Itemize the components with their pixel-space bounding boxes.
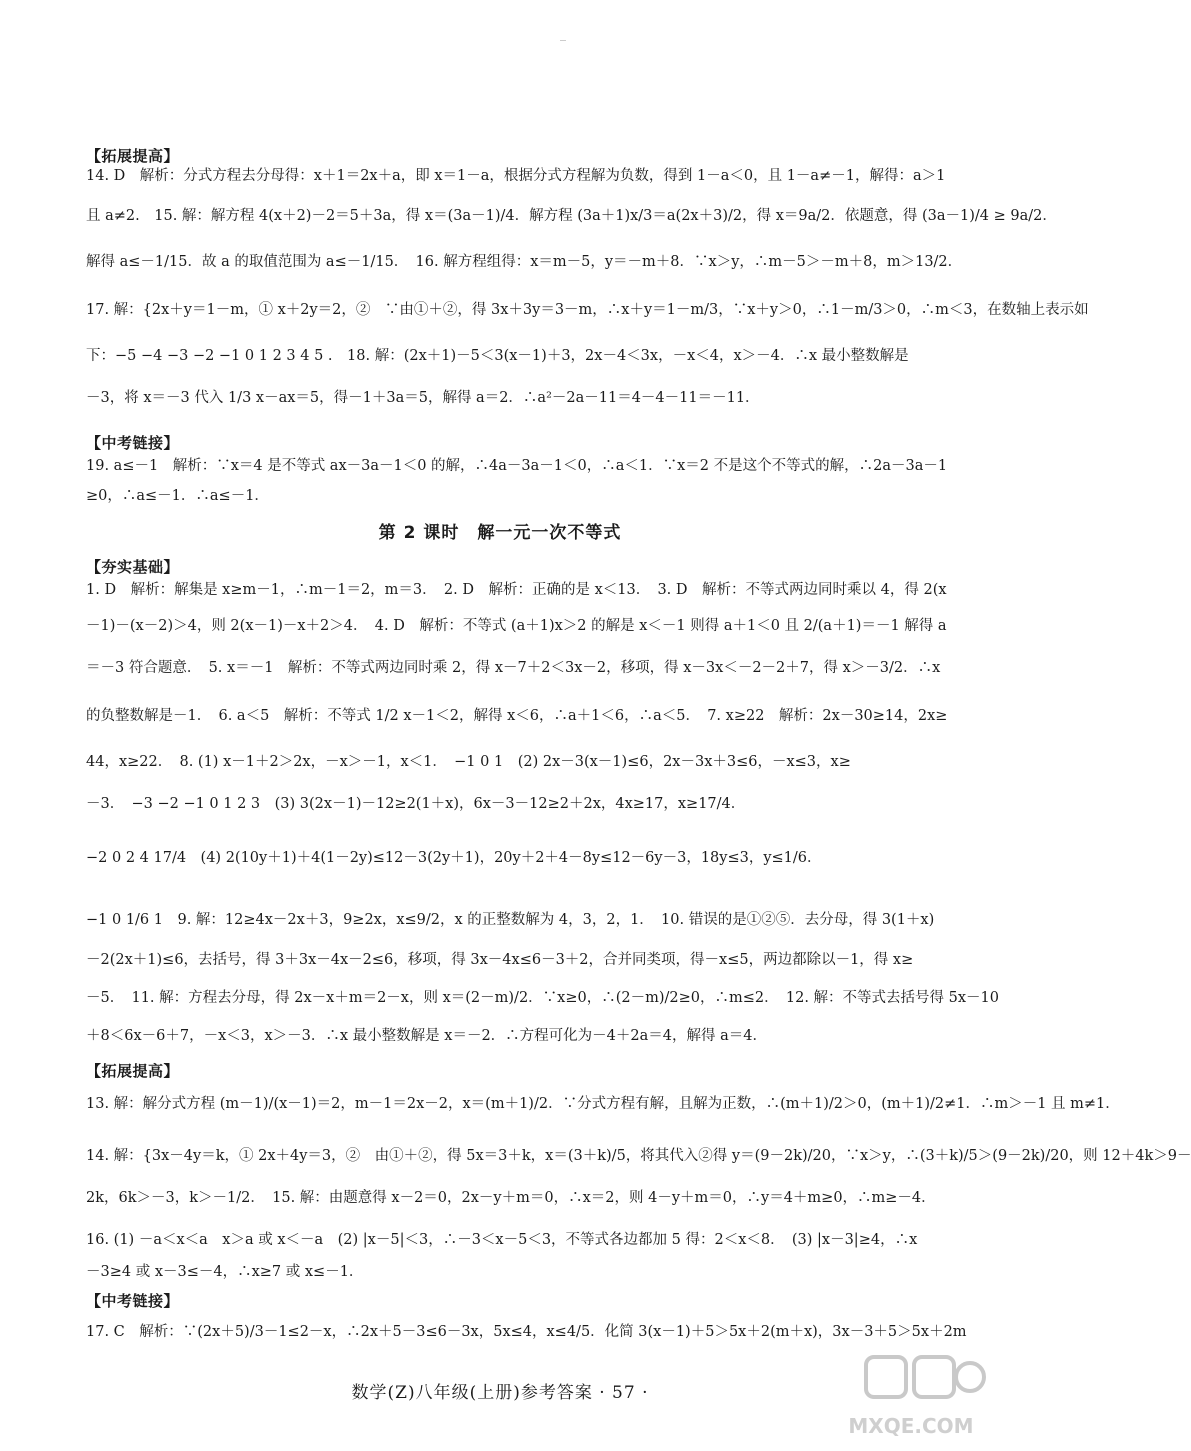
answer-line: 且 a≠2. 15. 解：解方程 4(x＋2)－2＝5＋3a，得 x＝(3a－1)/4．解方程 (3a＋1)x/3＝a(2x＋3)/2，得 x＝9a/2．依题意，得 (3a－1)/4 ≥ 9a/2． <box>86 208 1057 224</box>
answer-line: －2(2x＋1)≤6，去括号，得 3＋3x－4x－2≤6，移项，得 3x－4x≤6－3＋2，合并同类项，得－x≤5，两边都除以－1，得 x≥ <box>86 952 914 968</box>
answer-line: －5． 11. 解：方程去分母，得 2x－x＋m＝2－x，则 x＝(2－m)/2．∵x≥0，∴(2－m)/2≥0，∴m≤2． 12. 解：不等式去括号得 5x－10 <box>86 990 1000 1006</box>
section-heading-extension-2: 【拓展提高】 <box>86 1062 180 1080</box>
answer-line: －3≥4 或 x－3≤－4，∴x≥7 或 x≤－1． <box>86 1264 364 1280</box>
answer-line: 解得 a≤－1/15．故 a 的取值范围为 a≤－1/15． 16. 解方程组得：x＝m－5，y＝－m＋8．∵x＞y，∴m－5＞－m＋8，m＞13/2． <box>86 254 963 270</box>
section-heading-extension: 【拓展提高】 <box>86 147 180 165</box>
answer-line: －3，将 x＝－3 代入 1/3 x－ax＝5，得－1＋3a＝5，解得 a＝2．∴a²－2a－11＝4－4－11＝－11． <box>86 390 760 406</box>
scan-mark <box>560 40 566 41</box>
answer-line: ＋8＜6x－6＋7，－x＜3，x＞－3．∴x 最小整数解是 x＝－2．∴方程可化为－4＋2a＝4，解得 a＝4． <box>86 1028 767 1044</box>
answer-line: −1 0 1/6 1 9. 解：12≥4x－2x＋3，9≥2x，x≤9/2，x 的正整数解为 4，3，2，1． 10. 错误的是①②⑤．去分母，得 3(1＋x) <box>86 912 935 928</box>
answer-line: 17. 解：{2x＋y＝1－m，① x＋2y＝2，② ∵由①＋②，得 3x＋3y＝3－m，∴x＋y＝1－m/3，∵x＋y＞0，∴1－m/3＞0，∴m＜3，在数轴上表示如 <box>86 302 1089 318</box>
answer-line: 14. D 解析：分式方程去分母得：x＋1＝2x＋a，即 x＝1－a，根据分式方程解为负数，得到 1－a＜0，且 1－a≠－1，解得：a＞1 <box>86 168 946 184</box>
answer-line: 16. (1) －a＜x＜a x＞a 或 x＜－a (2) |x－5|＜3，∴－3＜x－5＜3，不等式各边都加 5 得：2＜x＜8． (3) |x－3|≥4，∴x <box>86 1232 918 1248</box>
answer-line: −2 0 2 4 17/4 (4) 2(10y＋1)＋4(1－2y)≤12－3(2y＋1)，20y＋2＋4－8y≤12－6y－3，18y≤3，y≤1/6． <box>86 850 822 866</box>
watermark-logo <box>836 1353 986 1443</box>
answer-line: 19. a≤－1 解析：∵x＝4 是不等式 ax－3a－1＜0 的解，∴4a－3a－1＜0，∴a＜1．∵x＝2 不是这个不等式的解，∴2a－3a－1 <box>86 458 948 474</box>
answer-line: －3． −3 −2 −1 0 1 2 3 (3) 3(2x－1)－12≥2(1＋x)，6x－3－12≥2＋2x，4x≥17，x≥17/4． <box>86 796 746 812</box>
page-footer: 数学(Z)八年级(上册)参考答案 · 57 · <box>351 1383 649 1403</box>
section-heading-basics: 【夯实基础】 <box>86 558 180 576</box>
answer-line: ≥0，∴a≤－1．∴a≤－1． <box>86 488 269 504</box>
answer-line: 的负整数解是－1． 6. a＜5 解析：不等式 1/2 x－1＜2，解得 x＜6，∴a＋1＜6，∴a＜5． 7. x≥22 解析：2x－30≥14，2x≥ <box>86 708 948 724</box>
answer-line: 14. 解：{3x－4y＝k，① 2x＋4y＝3，② 由①＋②，得 5x＝3＋k，x＝(3＋k)/5，将其代入②得 y＝(9－2k)/20，∵x＞y，∴(3＋k)/5＞(9－2k)/20，则 12＋4k＞9－ <box>86 1148 1191 1164</box>
section-heading-exam-link: 【中考链接】 <box>86 434 180 452</box>
answer-line: 2k，6k＞－3，k＞－1/2． 15. 解：由题意得 x－2＝0，2x－y＋m＝0，∴x＝2，则 4－y＋m＝0，∴y＝4＋m≥0，∴m≥－4． <box>86 1190 936 1206</box>
lesson-title: 第 2 课时 解一元一次不等式 <box>378 523 622 543</box>
answer-line: 13. 解：解分式方程 (m－1)/(x－1)＝2，m－1＝2x－2，x＝(m＋1)/2．∵分式方程有解，且解为正数，∴(m＋1)/2＞0，(m＋1)/2≠1．∴m＞－1 且 m≠1． <box>86 1096 1120 1112</box>
svg-text:MXQE.COM: MXQE.COM <box>848 1414 974 1438</box>
answer-line: ＝－3 符合题意． 5. x＝－1 解析：不等式两边同时乘 2，得 x－7＋2＜3x－2，移项，得 x－3x＜－2－2＋7，得 x＞－3/2．∴x <box>86 660 941 676</box>
answer-line: 44，x≥22． 8. (1) x－1＋2＞2x，－x＞－1，x＜1． −1 0 1 (2) 2x－3(x－1)≤6，2x－3x＋3≤6，－x≤3，x≥ <box>86 754 851 770</box>
answer-line: －1)－(x－2)＞4，则 2(x－1)－x＋2＞4． 4. D 解析：不等式 (a＋1)x＞2 的解是 x＜－1 则得 a＋1＜0 且 2/(a＋1)＝－1 解得 a <box>86 618 947 634</box>
answer-line: 17. C 解析：∵(2x＋5)/3－1≤2－x，∴2x＋5－3≤6－3x，5x≤4，x≤4/5．化简 3(x－1)＋5＞5x＋2(m＋x)，3x－3＋5＞5x＋2m <box>86 1324 967 1340</box>
section-heading-exam-link-2: 【中考链接】 <box>86 1292 180 1310</box>
answer-line: 1. D 解析：解集是 x≥m－1，∴m－1＝2，m＝3． 2. D 解析：正确的是 x＜13． 3. D 解析：不等式两边同时乘以 4，得 2(x <box>86 582 947 598</box>
answer-line: 下：−5 −4 −3 −2 −1 0 1 2 3 4 5 . 18. 解：(2x＋1)－5＜3(x－1)＋3，2x－4＜3x，－x＜4，x＞－4．∴x 最小整数解是 <box>86 348 909 364</box>
